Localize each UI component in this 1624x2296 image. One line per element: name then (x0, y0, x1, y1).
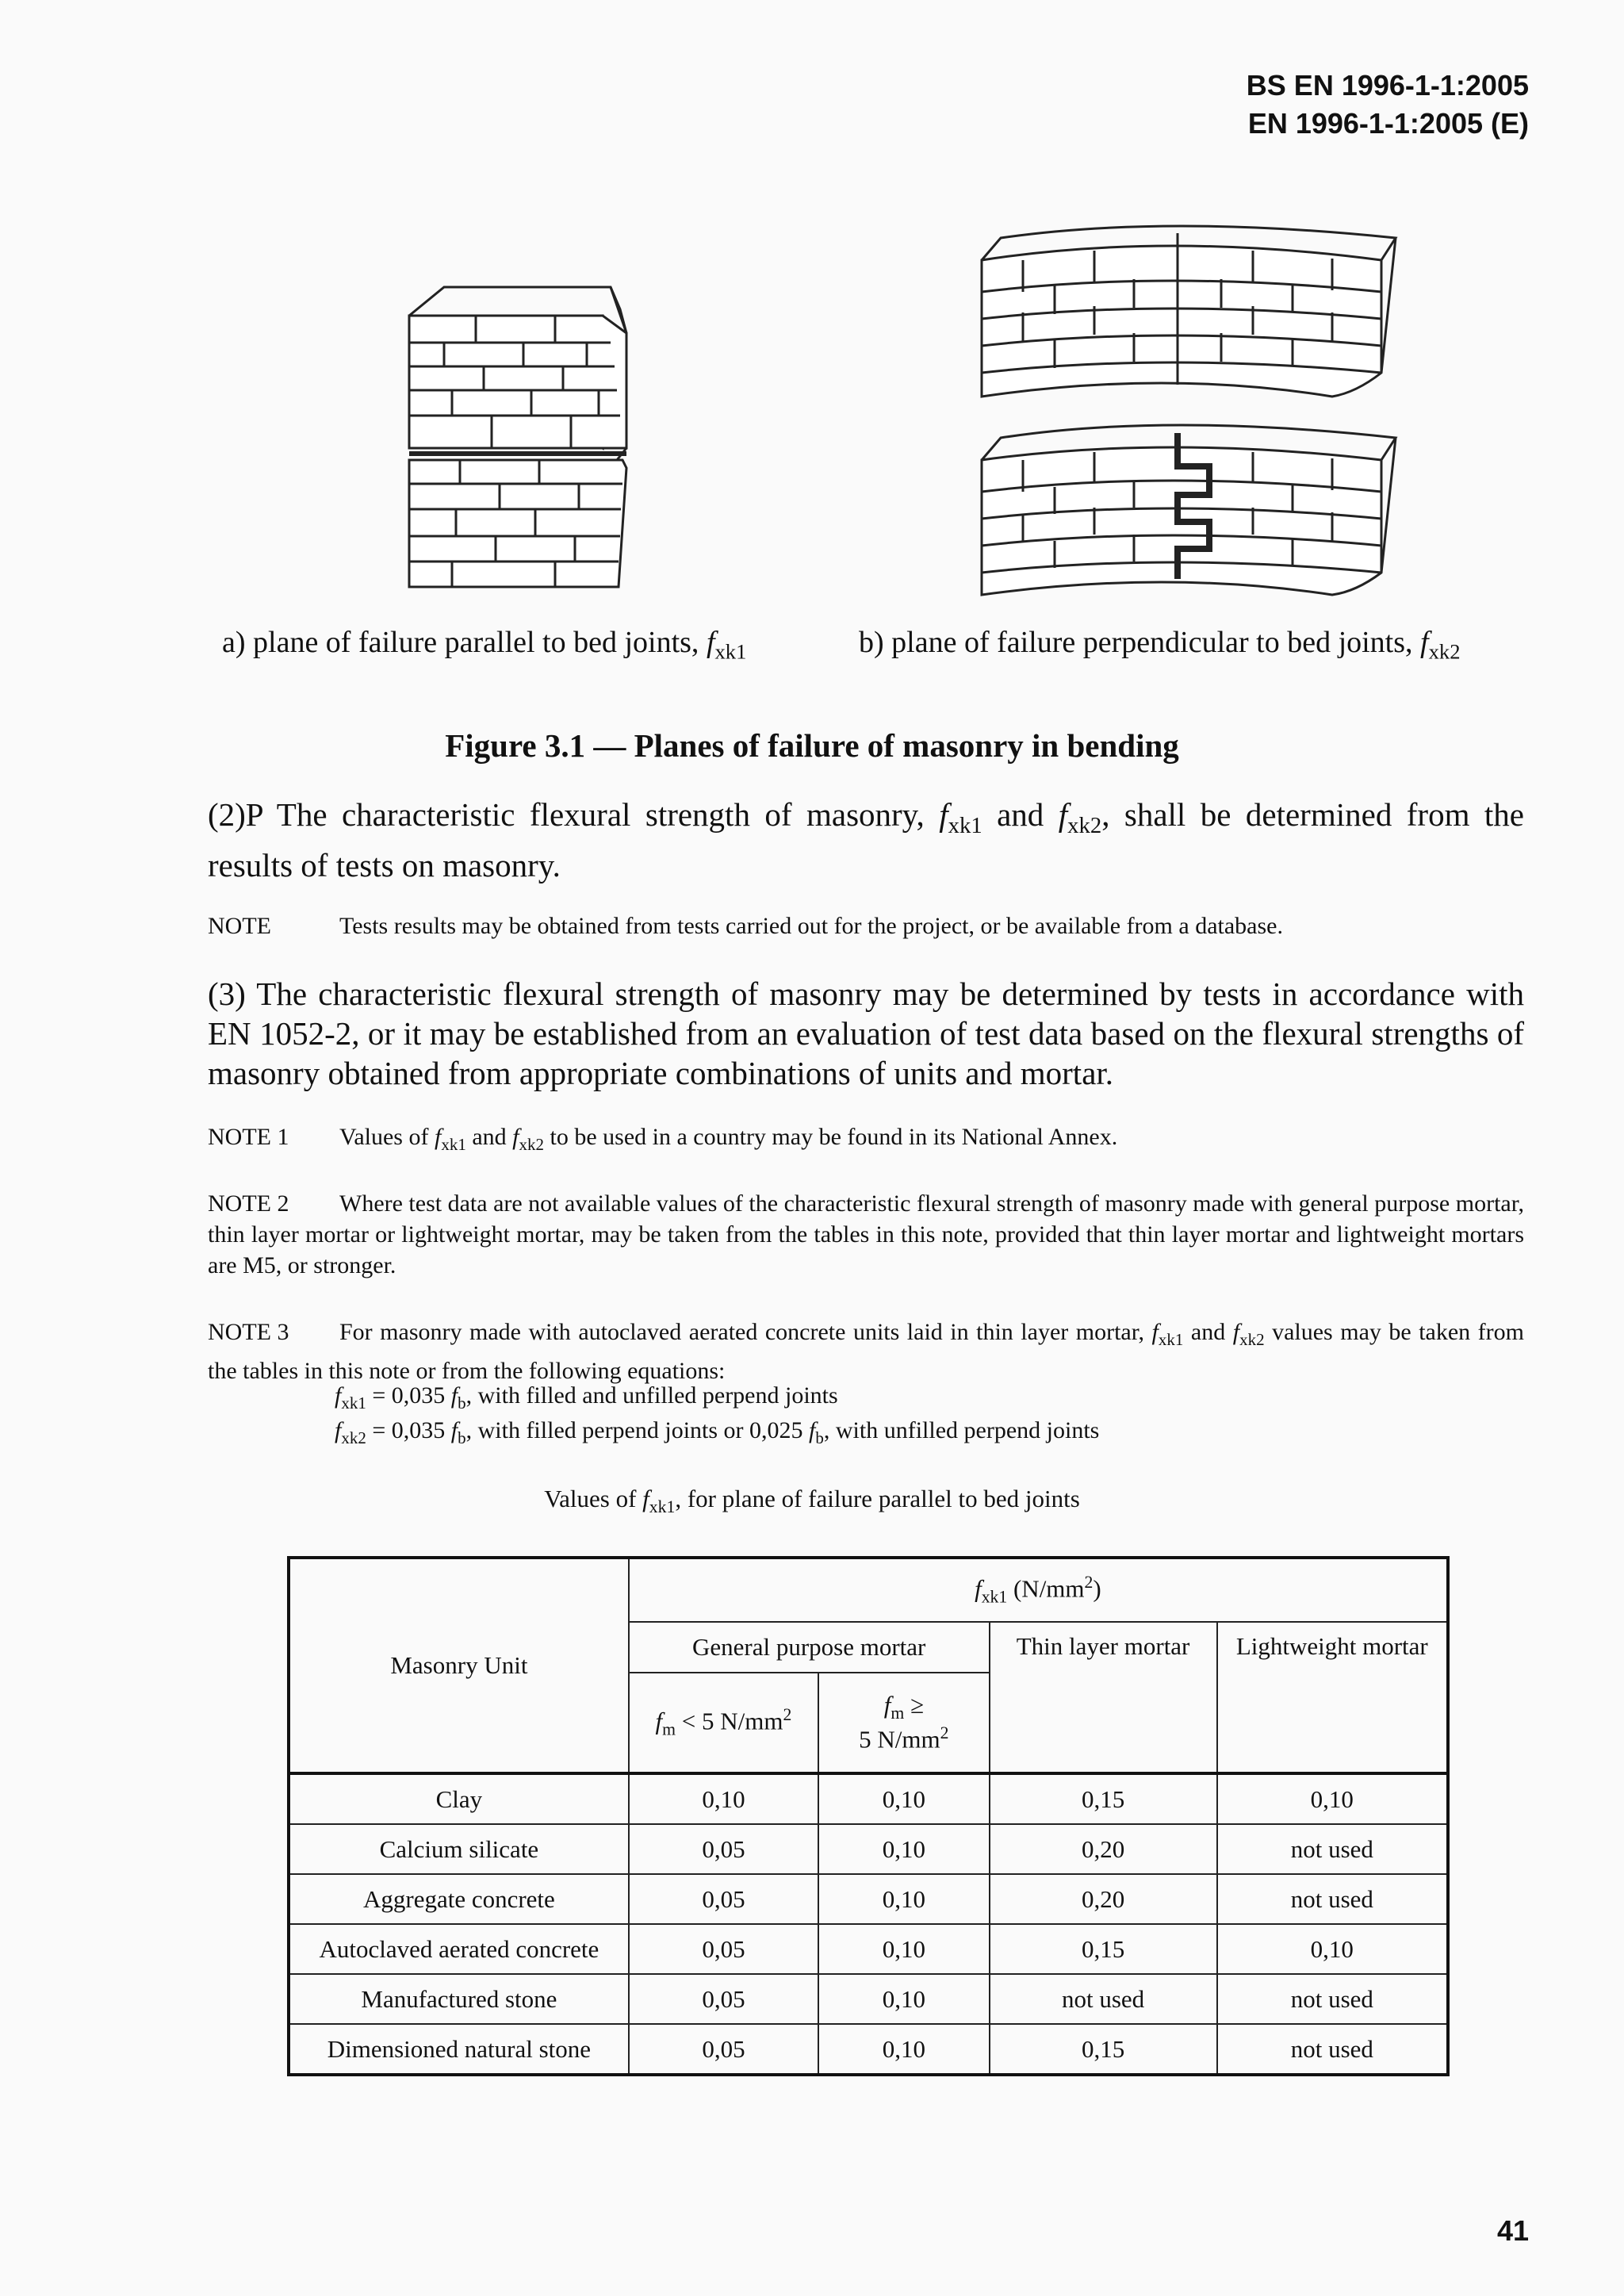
cell-thin: 0,15 (990, 1773, 1217, 1824)
note-2 (208, 1188, 1524, 1281)
table-title (0, 1483, 1624, 1523)
cell-light: not used (1217, 1824, 1448, 1874)
header-standard-bs: BS EN 1996-1-1:2005 (1246, 69, 1529, 102)
fm-lt-sup: 2 (783, 1705, 792, 1725)
header-fm-lt-5 (629, 1673, 818, 1773)
note3-text-2: and (1183, 1319, 1233, 1345)
note3-symbol-2: f (1232, 1319, 1240, 1345)
equation-fxk2 (335, 1415, 1099, 1454)
header-general-purpose-mortar: General purpose mortar (629, 1622, 990, 1673)
table-row (289, 1924, 1448, 1974)
note-2-text: Where test data are not available values of the characteristic flexural strength of masonry made with general purpose mortar, thin layer mortar or lightweight mortar, may be taken from the tables in this note, provided that thin layer mortar and lightweight mortars are M5, or stronger. (208, 1190, 1525, 1278)
eq2-rest-1: , with filled perpend joints or 0,025 (465, 1417, 810, 1443)
cell-lt5: 0,05 (629, 1824, 818, 1874)
note-text: Tests results may be obtained from tests carried out for the project, or be available from a database. (339, 913, 1283, 939)
unit-header-sub: xk1 (981, 1587, 1008, 1607)
paragraph-2p (208, 795, 1524, 885)
eq1-symbol: f (335, 1382, 342, 1409)
table-title-symbol: f (642, 1485, 649, 1512)
note3-text-3: values may be taken from the tables in this note or from the following equations: (208, 1319, 1525, 1384)
table-row (289, 2024, 1448, 2075)
eq1-rest: , with filled and unfilled perpend joints (465, 1382, 838, 1409)
wall-b-lower-drawing (982, 425, 1396, 595)
unit-header-close: ) (1093, 1574, 1101, 1603)
cell-ge5: 0,10 (818, 2024, 989, 2075)
cell-ge5: 0,10 (818, 1924, 989, 1974)
cell-thin: not used (990, 1974, 1217, 2024)
fm-ge-text-2: 5 N/mm (859, 1725, 940, 1754)
para2-sub-2: xk2 (1067, 813, 1102, 839)
header-masonry-unit: Masonry Unit (289, 1558, 629, 1773)
para2-text-1: (2)P The characteristic flexural strength of masonry, (208, 796, 940, 833)
cell-lt5: 0,10 (629, 1773, 818, 1824)
para2-text-3: , shall be determined from the results of tests on masonry. (208, 796, 1524, 884)
note-label: NOTE (208, 913, 271, 939)
fm-lt-symbol: f (655, 1707, 663, 1735)
page-number: 41 (1496, 2214, 1529, 2247)
figure-title: Figure 3.1 — Planes of failure of masonry in bending (445, 727, 1179, 764)
eq2-rest-2: , with unfilled perpend joints (823, 1417, 1100, 1443)
note-2-label: NOTE 2 (208, 1190, 289, 1217)
header-standard-en: EN 1996-1-1:2005 (E) (1247, 107, 1529, 140)
cell-lt5: 0,05 (629, 2024, 818, 2075)
para2-symbol-1: f (939, 796, 948, 833)
cell-thin: 0,15 (990, 2024, 1217, 2075)
cell-ge5: 0,10 (818, 1824, 989, 1874)
cell-thin: 0,15 (990, 1924, 1217, 1974)
caption-a-subscript: xk1 (714, 639, 747, 664)
document-header (1247, 67, 1529, 143)
figure-3-1 (0, 222, 1624, 634)
figure-caption-a (222, 625, 746, 669)
eq2-fb2-sub: b (815, 1428, 824, 1447)
note1-symbol-2: f (512, 1124, 519, 1150)
cell-thin: 0,20 (990, 1824, 1217, 1874)
note-tests (208, 910, 1524, 941)
cell-light: not used (1217, 2024, 1448, 2075)
cell-unit: Dimensioned natural stone (289, 2024, 629, 2075)
table-row (289, 1874, 1448, 1924)
cell-unit: Aggregate concrete (289, 1874, 629, 1924)
note3-sub-2: xk2 (1239, 1330, 1265, 1349)
cell-ge5: 0,10 (818, 1773, 989, 1824)
fm-ge-sub: m (891, 1704, 905, 1723)
note1-symbol-1: f (434, 1124, 442, 1150)
note1-sub-1: xk1 (441, 1135, 466, 1154)
cell-lt5: 0,05 (629, 1924, 818, 1974)
cell-lt5: 0,05 (629, 1874, 818, 1924)
paragraph-3: (3) The characteristic flexural strength of masonry may be determined by tests in accordance with EN 1052-2, or it may be established from an evaluation of test data based on the flexural strengths of masonry obtained from appropriate combinations of units and mortar. (208, 976, 1524, 1091)
fm-lt-sub: m (662, 1719, 676, 1739)
wall-b-upper-drawing (982, 226, 1396, 397)
unit-header-symbol: f (975, 1574, 982, 1603)
table-title-sub: xk1 (649, 1497, 676, 1517)
note-1-label: NOTE 1 (208, 1124, 289, 1150)
note1-text-2: and (465, 1124, 513, 1150)
note1-text-1: Values of (339, 1124, 435, 1150)
header-thin-layer-mortar: Thin layer mortar (990, 1622, 1217, 1773)
cell-light: 0,10 (1217, 1773, 1448, 1824)
header-fm-ge-5 (818, 1673, 989, 1773)
eq2-fb: f (450, 1417, 458, 1443)
note1-text-3: to be used in a country may be found in its National Annex. (544, 1124, 1118, 1150)
table-title-prefix: Values of (544, 1485, 643, 1512)
cell-unit: Manufactured stone (289, 1974, 629, 2024)
eq2-fb2: f (809, 1417, 816, 1443)
note3-sub-1: xk1 (1158, 1330, 1184, 1349)
note3-text-1: For masonry made with autoclaved aerated concrete units laid in thin layer mortar, (339, 1319, 1152, 1345)
unit-header-text: (N/mm (1007, 1574, 1085, 1603)
header-fxk1-unit (629, 1558, 1448, 1622)
caption-b-subscript: xk2 (1428, 639, 1461, 664)
flexural-strength-table (287, 1556, 1450, 2076)
note-3-label: NOTE 3 (208, 1319, 289, 1345)
table-row (289, 1974, 1448, 2024)
note-3 (208, 1317, 1524, 1386)
caption-b-symbol: f (1420, 626, 1429, 659)
note1-sub-2: xk2 (519, 1135, 544, 1154)
para2-symbol-2: f (1058, 796, 1068, 833)
cell-light: 0,10 (1217, 1924, 1448, 1974)
cell-light: not used (1217, 1874, 1448, 1924)
equation-fxk1 (335, 1380, 838, 1419)
table-title-suffix: , for plane of failure parallel to bed joints (675, 1485, 1080, 1512)
eq1-fb: f (450, 1382, 458, 1409)
para2-text-2: and (982, 796, 1059, 833)
fm-ge-sup: 2 (940, 1723, 949, 1743)
cell-lt5: 0,05 (629, 1974, 818, 2024)
para2-sub-1: xk1 (948, 813, 982, 839)
note3-symbol-1: f (1151, 1319, 1159, 1345)
fm-ge-symbol: f (883, 1691, 891, 1719)
table-row (289, 1824, 1448, 1874)
fm-ge-text-1: ≥ (904, 1691, 924, 1719)
cell-thin: 0,20 (990, 1874, 1217, 1924)
eq2-sub: xk2 (341, 1428, 366, 1447)
cell-ge5: 0,10 (818, 1874, 989, 1924)
unit-header-sup: 2 (1084, 1573, 1094, 1593)
eq2-fb-sub: b (458, 1428, 466, 1447)
cell-light: not used (1217, 1974, 1448, 2024)
header-lightweight-mortar: Lightweight mortar (1217, 1622, 1448, 1773)
caption-a-text: a) plane of failure parallel to bed joints, (222, 626, 707, 659)
cell-unit: Calcium silicate (289, 1824, 629, 1874)
wall-a-drawing (409, 287, 626, 587)
figure-caption-b (859, 625, 1460, 669)
eq1-sub: xk1 (341, 1393, 366, 1412)
eq2-mid: = 0,035 (366, 1417, 451, 1443)
caption-b-text: b) plane of failure perpendicular to bed joints, (859, 626, 1421, 659)
cell-unit: Autoclaved aerated concrete (289, 1924, 629, 1974)
caption-a-symbol: f (706, 626, 715, 659)
cell-unit: Clay (289, 1773, 629, 1824)
fm-lt-text: < 5 N/mm (676, 1707, 783, 1735)
eq1-mid: = 0,035 (366, 1382, 451, 1409)
table-row (289, 1773, 1448, 1824)
eq2-symbol: f (335, 1417, 342, 1443)
cell-ge5: 0,10 (818, 1974, 989, 2024)
eq1-fb-sub: b (458, 1393, 466, 1412)
note-1 (208, 1121, 1524, 1160)
masonry-failure-illustration (0, 222, 1624, 634)
